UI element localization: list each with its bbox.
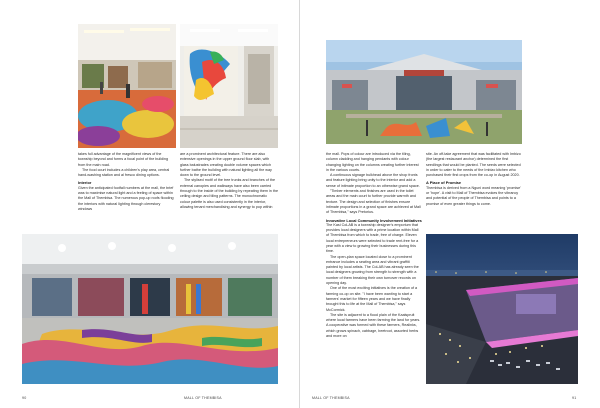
mall-interior-image — [22, 234, 278, 384]
photo-mall-interior-floor — [22, 234, 278, 384]
heading-community: Innovative Local Community Involvement Initiatives — [326, 217, 422, 223]
col3-paragraph-5: The open-plan space located close to a prominent entrance includes a seating area and vibrant graffiti painted by local artists. The CoLAB has already seen the local designers growing from strength to strength with a number of them breaking their own turnover records on opening day. — [326, 254, 419, 286]
col1-paragraph-1: takes full advantage of the magnificent views of the township beyond and forms a focal point of the building from the main road. — [78, 152, 168, 167]
right-page — [300, 0, 600, 408]
left-page-number: 90 — [22, 396, 27, 400]
column-3 — [326, 152, 422, 339]
left-running-title: MALL OF THEMBISA — [184, 396, 222, 400]
column-4 — [426, 152, 522, 207]
col1-paragraph-2: The food court includes a children's play area, central hand-washing station and al fresco dining options. — [78, 167, 170, 178]
mall-exterior-image — [326, 40, 522, 144]
column-2 — [180, 152, 278, 210]
col3-paragraph-6: One of the most exciting initiatives is the creation of a farming co-op on site. "I have been wanting to start a farmers' market for fifteen years and we have finally brought this to life at the Mall of Thembisa," says McCormick. — [326, 286, 418, 312]
col3-paragraph-2: A continuous signage bulkhead above the shop fronts and feature lighting bring unity to the interior and add a sense of intimate proportion to an otherwise grand space. — [326, 173, 420, 188]
heading-promise: A Place of Promise — [426, 180, 462, 186]
col4-paragraph-2: Thembisa is derived from a Nguni word meaning 'promise' or 'hope'. A visit to Mall of Thembisa evokes the vibrancy and potential of the people of Thembisa and points to a promise of even greater things to come. — [426, 185, 521, 206]
photo-mall-aerial-night — [426, 234, 578, 384]
mall-aerial-image — [426, 234, 578, 384]
heading-interior: Interior — [78, 180, 92, 186]
corridor-art-image — [180, 24, 278, 148]
col3-paragraph-7: The site is adjacent to a flood plain of the Kaalspruit where local farmers have been farming the land for years. A cooperative was formed with these farmers, Realinks, which grows spinach, cabbage, beetroot, assorted herbs and more on — [326, 312, 421, 338]
photo-mall-exterior-day — [326, 40, 522, 144]
col3-paragraph-1: the mall. Pops of colour are introduced via the tiling, column cladding and hanging pendants with colour changing lighting on the columns creating further interest in the various courts. — [326, 152, 419, 172]
food-court-image — [78, 24, 176, 148]
photo-corridor-art — [180, 24, 278, 148]
col4-paragraph-1: site. An off-take agreement that was facilitated with Imbizo (the largest restaurant anchor) determined the first seedlings that would be planted. The seeds were selected in order to cater to the needs of the Imbizo kitchen who purchased their first crops from the co-op in August 2020. — [426, 152, 521, 178]
right-running-title: MALL OF THEMBISA — [312, 396, 350, 400]
col1-paragraph-3: Given the anticipated footfall numbers at the mall, the brief was to maximise natural light and a feeling of space within the Mall of Thembisa. The numerous pop-up roofs flooding the interiors with natural lighting through clerestory windows — [78, 185, 174, 211]
col3-paragraph-4: The Kasi CoLAB is a township designer's emporium that provides local designers with a prime location within Mall of Thembisa from which to trade, free of charge. Eleven local entrepreneurs were selected to trade rent-free for a year with a view to growing their businesses during this time. — [326, 222, 419, 254]
col2-paragraph-2: The stylised motif of the tree trunks and branches of the external canopies and walkways have also been carried through to the inside of the building by repeating them in the ceiling design and tiling patterns. The monochromatic colour palette is also used consistently in the interior, allowing tenant merchandising and synergy to pop within — [180, 178, 278, 209]
col2-paragraph-1: are a prominent architectural feature. There are also extensive openings in the upper ground floor slab, with glass balustrades creating double volume spaces which further bathe the building with natural lighting all the way down to the ground level. — [180, 152, 272, 178]
right-page-number: 91 — [572, 396, 577, 400]
column-1 — [78, 152, 174, 212]
photo-food-court — [78, 24, 176, 148]
col3-paragraph-3: "Timber elements and finishes are used in the toilet areas and the main court to further provide warmth and texture. The design and selection of finishes ensure intimate proportions in a grand space are achieved at Mall of Thembisa," says Pretorius. — [326, 189, 421, 215]
